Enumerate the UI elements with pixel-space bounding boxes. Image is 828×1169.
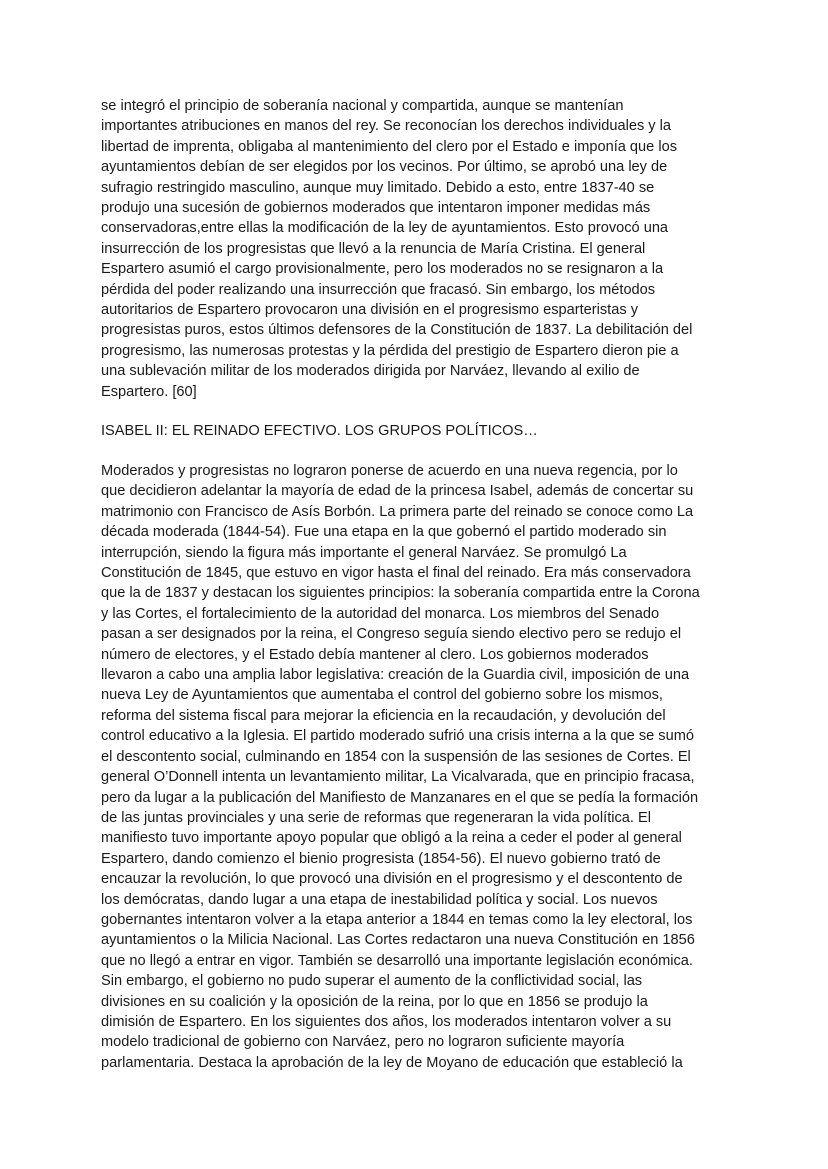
text-line: nueva Ley de Ayuntamientos que aumentaba el control del gobierno sobre los mismos, — [101, 687, 663, 704]
text-line: matrimonio con Francisco de Asís Borbón. La primera parte del reinado se conoce como La — [101, 503, 694, 520]
text-line: ayuntamientos debían de ser elegidos por los vecinos. Por último, se aprobó una ley de — [101, 159, 668, 176]
text-line: Espartero. [60] — [101, 383, 197, 400]
text-line: modelo tradicional de gobierno con Narváez, pero no lograron suficiente mayoría — [101, 1034, 625, 1051]
text-line: produjo una sucesión de gobiernos moderados que intentaron imponer medidas más — [101, 200, 651, 217]
text-line: progresistas puros, estos últimos defensores de la Constitución de 1837. La debilitación del — [101, 322, 693, 339]
text-line: insurrección de los progresistas que llevó a la renuncia de María Cristina. El general — [101, 240, 646, 257]
text-line: dimisión de Espartero. En los siguientes dos años, los moderados intentaron volver a su — [101, 1013, 672, 1030]
text-line: pasan a ser designados por la reina, el Congreso seguía siendo electivo pero se redujo el — [101, 626, 682, 643]
text-line: reforma del sistema fiscal para mejorar la eficiencia en la recaudación, y devolución del — [101, 707, 666, 724]
text-line: sufragio restringido masculino, aunque muy limitado. Debido a esto, entre 1837-40 se — [101, 179, 655, 196]
text-line: libertad de imprenta, obligaba al mantenimiento del clero por el Estado e imponía que los — [101, 138, 677, 155]
text-line: década moderada (1844-54). Fue una etapa en la que gobernó el partido moderado sin — [101, 524, 667, 541]
text-line: Sin embargo, el gobierno no pudo superar el aumento de la conflictividad social, las — [101, 973, 643, 990]
text-line: control educativo a la Iglesia. El partido moderado sufrió una crisis interna a la que se sumó — [101, 728, 694, 745]
text-line: Constitución de 1845, que estuvo en vigor hasta el final del reinado. Era más conservadora — [101, 565, 691, 582]
text-line: encauzar la revolución, lo que provocó una división en el progresismo y el descontento de — [101, 871, 683, 888]
text-line: y las Cortes, el fortalecimiento de la autoridad del monarca. Los miembros del Senado — [101, 605, 660, 622]
text-line: progresismo, las numerosas protestas y la pérdida del prestigio de Espartero dieron pie a — [101, 342, 679, 359]
text-line: interrupción, siendo la figura más importante el general Narváez. Se promulgó La — [101, 544, 627, 561]
text-line: ayuntamientos o la Milicia Nacional. Las Cortes redactaron una nueva Constitución en 1856 — [101, 932, 695, 949]
text-line: parlamentaria. Destaca la aprobación de la ley de Moyano de educación que estableció la — [101, 1054, 683, 1071]
text-line: conservadoras,entre ellas la modificación de la ley de ayuntamientos. Esto provocó una — [101, 220, 669, 237]
text-line: pero da lugar a la publicación del Manifiesto de Manzanares en el que se pedía la formación — [101, 789, 699, 806]
text-line: los demócratas, dando lugar a una etapa de inestabilidad política y social. Los nuevos — [101, 891, 658, 908]
text-line: manifiesto tuvo importante apoyo popular que obligó a la reina a ceder el poder al general — [101, 830, 682, 847]
text-line: importantes atribuciones en manos del rey. Se reconocían los derechos individuales y la — [101, 118, 672, 135]
text-line: el descontento social, culminando en 1854 con la suspensión de las sesiones de Cortes. El — [101, 748, 691, 765]
text-line: divisiones en su coalición y la oposición de la reina, por lo que en 1856 se produjo la — [101, 993, 648, 1010]
text-line: número de electores, y el Estado debía mantener al clero. Los gobiernos moderados — [101, 646, 649, 663]
text-line: que no llegó a entrar en vigor. También se desarrolló una importante legislación económica. — [101, 952, 693, 969]
text-line: autoritarios de Espartero provocaron una división en el progresismo esparteristas y — [101, 302, 638, 319]
text-line: Espartero asumió el cargo provisionalmente, pero los moderados no se resignaron a la — [101, 261, 664, 278]
text-line: de las juntas provinciales y una serie de reformas que regeneraran la vida política. El — [101, 809, 652, 826]
section-heading — [101, 421, 737, 441]
text-line: gobernantes intentaron volver a la etapa anterior a 1844 en temas como la ley electoral, los — [101, 911, 693, 928]
paragraph-isabel-ii-reign — [101, 461, 737, 1073]
text-line: general O’Donnell intenta un levantamiento militar, La Vicalvarada, que en principio fracasa, — [101, 769, 695, 786]
text-line: que decidieron adelantar la mayoría de edad de la princesa Isabel, además de concertar su — [101, 483, 694, 500]
heading-text: ISABEL II: EL REINADO EFECTIVO. LOS GRUPOS POLÍTICOS… — [101, 423, 538, 439]
text-line: una sublevación militar de los moderados dirigida por Narváez, llevando al exilio de — [101, 363, 640, 380]
paragraph-constitution-1837 — [101, 96, 737, 402]
text-line: Espartero, dando comienzo el bienio progresista (1854-56). El nuevo gobierno trató de — [101, 850, 661, 867]
text-line: Moderados y progresistas no lograron ponerse de acuerdo en una nueva regencia, por lo — [101, 463, 678, 479]
text-line: se integró el principio de soberanía nacional y compartida, aunque se mantenían — [101, 98, 624, 114]
text-line: que la de 1837 y destacan los siguientes principios: la soberanía compartida entre la Corona — [101, 585, 700, 602]
text-line: pérdida del poder realizando una insurrección que fracasó. Sin embargo, los métodos — [101, 281, 656, 298]
text-line: llevaron a cabo una amplia labor legislativa: creación de la Guardia civil, imposición de una — [101, 667, 690, 684]
